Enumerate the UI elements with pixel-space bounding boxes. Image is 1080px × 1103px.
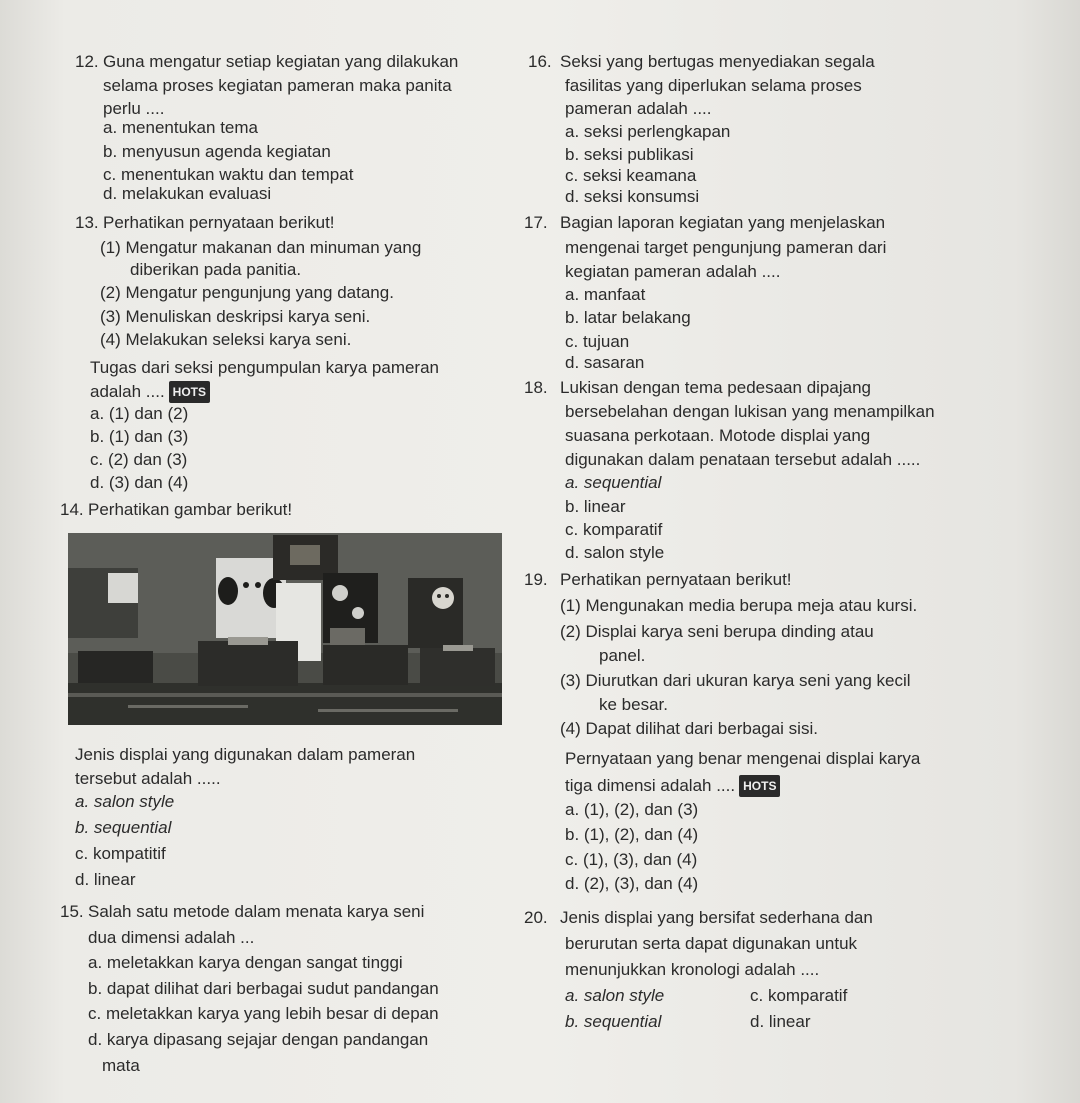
q14-question-line2: tersebut adalah ..... (75, 769, 221, 788)
q19-option-b: b. (1), (2), dan (4) (565, 825, 699, 844)
q19-number: 19. (524, 570, 548, 589)
q15-option-b: b. dapat dilihat dari berbagai sudut pandangan (88, 979, 439, 998)
q13-question-text: adalah .... (90, 382, 165, 401)
q19-statement-4: (4) Dapat dilihat dari berbagai sisi. (560, 719, 818, 738)
q13-option-a: a. (1) dan (2) (90, 404, 189, 423)
q17-option-b: b. latar belakang (565, 308, 691, 327)
q19-statement-2a: (2) Displai karya seni berupa dinding atau (560, 622, 874, 641)
q18-text-line4: digunakan dalam penataan tersebut adalah ..... (565, 450, 921, 469)
q13-text: Perhatikan pernyataan berikut! (103, 213, 335, 232)
q17-option-c: c. tujuan (565, 332, 630, 351)
hots-badge: HOTS (739, 775, 780, 797)
q20-option-a (565, 986, 664, 1006)
q12-text-line2: selama proses kegiatan pameran maka panita (103, 76, 452, 95)
q14-option-b: b. sequential (75, 818, 172, 837)
q17-text-line1: Bagian laporan kegiatan yang menjelaskan (560, 213, 886, 232)
q15-number: 15. (60, 902, 84, 921)
q20-text-line2: berurutan serta dapat digunakan untuk (565, 934, 858, 953)
q19-question-line1: Pernyataan yang benar mengenai displai karya (565, 749, 921, 768)
q19-option-c: c. (1), (3), dan (4) (565, 850, 698, 869)
q19-question-line2 (565, 775, 780, 797)
q19-option-d: d. (2), (3), dan (4) (565, 874, 699, 893)
q20-text-line1: Jenis displai yang bersifat sederhana dan (560, 908, 873, 927)
q16-option-d: d. seksi konsumsi (565, 187, 700, 206)
q17-text-line2: mengenai target pengunjung pameran dari (565, 238, 887, 257)
q16-number: 16. (528, 52, 552, 71)
q16-option-c: c. seksi keamana (565, 166, 697, 185)
q13-number: 13. (75, 213, 99, 232)
q12-option-b: b. menyusun agenda kegiatan (103, 142, 331, 161)
q13-option-b: b. (1) dan (3) (90, 427, 189, 446)
q19-statement-3a: (3) Diurutkan dari ukuran karya seni yang kecil (560, 671, 911, 690)
q20-option-a-text: a. salon style (565, 986, 665, 1005)
exhibition-display-photo (68, 533, 502, 725)
q19-option-a: a. (1), (2), dan (3) (565, 800, 699, 819)
q16-text-line2: fasilitas yang diperlukan selama proses (565, 76, 862, 95)
hots-badge: HOTS (169, 381, 210, 403)
q19-text: Perhatikan pernyataan berikut! (560, 570, 792, 589)
q18-option-b: b. linear (565, 497, 626, 516)
q18-option-d: d. salon style (565, 543, 665, 562)
q15-option-a: a. meletakkan karya dengan sangat tinggi (88, 953, 403, 972)
q17-text-line3: kegiatan pameran adalah .... (565, 262, 781, 281)
q14-option-a: a. salon style (75, 792, 175, 811)
q18-text-line1: Lukisan dengan tema pedesaan dipajang (560, 378, 871, 397)
q16-option-a: a. seksi perlengkapan (565, 122, 731, 141)
q13-option-d: d. (3) dan (4) (90, 473, 189, 492)
q19-question-text: tiga dimensi adalah .... (565, 776, 736, 795)
q15-text-line2: dua dimensi adalah ... (88, 928, 255, 947)
q16-text-line1: Seksi yang bertugas menyediakan segala (560, 52, 875, 71)
q12-option-a: a. menentukan tema (103, 118, 258, 137)
q20-option-c: c. komparatif (750, 986, 848, 1005)
q13-statement-3: (3) Menuliskan deskripsi karya seni. (100, 307, 371, 326)
q19-statement-3b: ke besar. (599, 695, 668, 714)
q17-option-d: d. sasaran (565, 353, 645, 372)
q16-option-b: b. seksi publikasi (565, 145, 694, 164)
q20-text-line3: menunjukkan kronologi adalah .... (565, 960, 820, 979)
q14-option-c: c. kompatitif (75, 844, 166, 863)
q19-statement-2b: panel. (599, 646, 646, 665)
q17-number: 17. (524, 213, 548, 232)
q17-option-a: a. manfaat (565, 285, 646, 304)
q16-text-line3: pameran adalah .... (565, 99, 712, 118)
q13-statement-1a: (1) Mengatur makanan dan minuman yang (100, 238, 422, 257)
q14-option-d: d. linear (75, 870, 136, 889)
q15-option-c: c. meletakkan karya yang lebih besar di depan (88, 1004, 439, 1023)
q19-statement-1: (1) Mengunakan media berupa meja atau kursi. (560, 596, 918, 615)
q13-statement-4: (4) Melakukan seleksi karya seni. (100, 330, 352, 349)
q15-text-line1: Salah satu metode dalam menata karya seni (88, 902, 425, 921)
q18-number: 18. (524, 378, 548, 397)
q18-text-line3: suasana perkotaan. Motode displai yang (565, 426, 871, 445)
q18-option-c: c. komparatif (565, 520, 663, 539)
q14-number: 14. (60, 500, 84, 519)
q20-option-d: d. linear (750, 1012, 811, 1031)
q13-question-line1: Tugas dari seksi pengumpulan karya pameran (90, 358, 440, 377)
q15-option-d-line2: mata (102, 1056, 140, 1075)
q13-statement-2: (2) Mengatur pengunjung yang datang. (100, 283, 394, 302)
q13-question-line2 (90, 381, 210, 403)
q12-text-line1: Guna mengatur setiap kegiatan yang dilakukan (103, 52, 459, 71)
q20-option-b: b. sequential (565, 1012, 662, 1031)
q14-question-line1: Jenis displai yang digunakan dalam pameran (75, 745, 416, 764)
q14-text: Perhatikan gambar berikut! (88, 500, 293, 519)
q18-text-line2: bersebelahan dengan lukisan yang menampilkan (565, 402, 935, 421)
q18-option-a: a. sequential (565, 473, 662, 492)
q13-option-c: c. (2) dan (3) (90, 450, 188, 469)
q12-number: 12. (75, 52, 99, 71)
q12-option-d: d. melakukan evaluasi (103, 184, 272, 203)
q12-text-line3: perlu .... (103, 99, 165, 118)
q13-statement-1b: diberikan pada panitia. (130, 260, 302, 279)
q15-option-d: d. karya dipasang sejajar dengan pandangan (88, 1030, 429, 1049)
q12-option-c: c. menentukan waktu dan tempat (103, 165, 354, 184)
q20-number: 20. (524, 908, 548, 927)
